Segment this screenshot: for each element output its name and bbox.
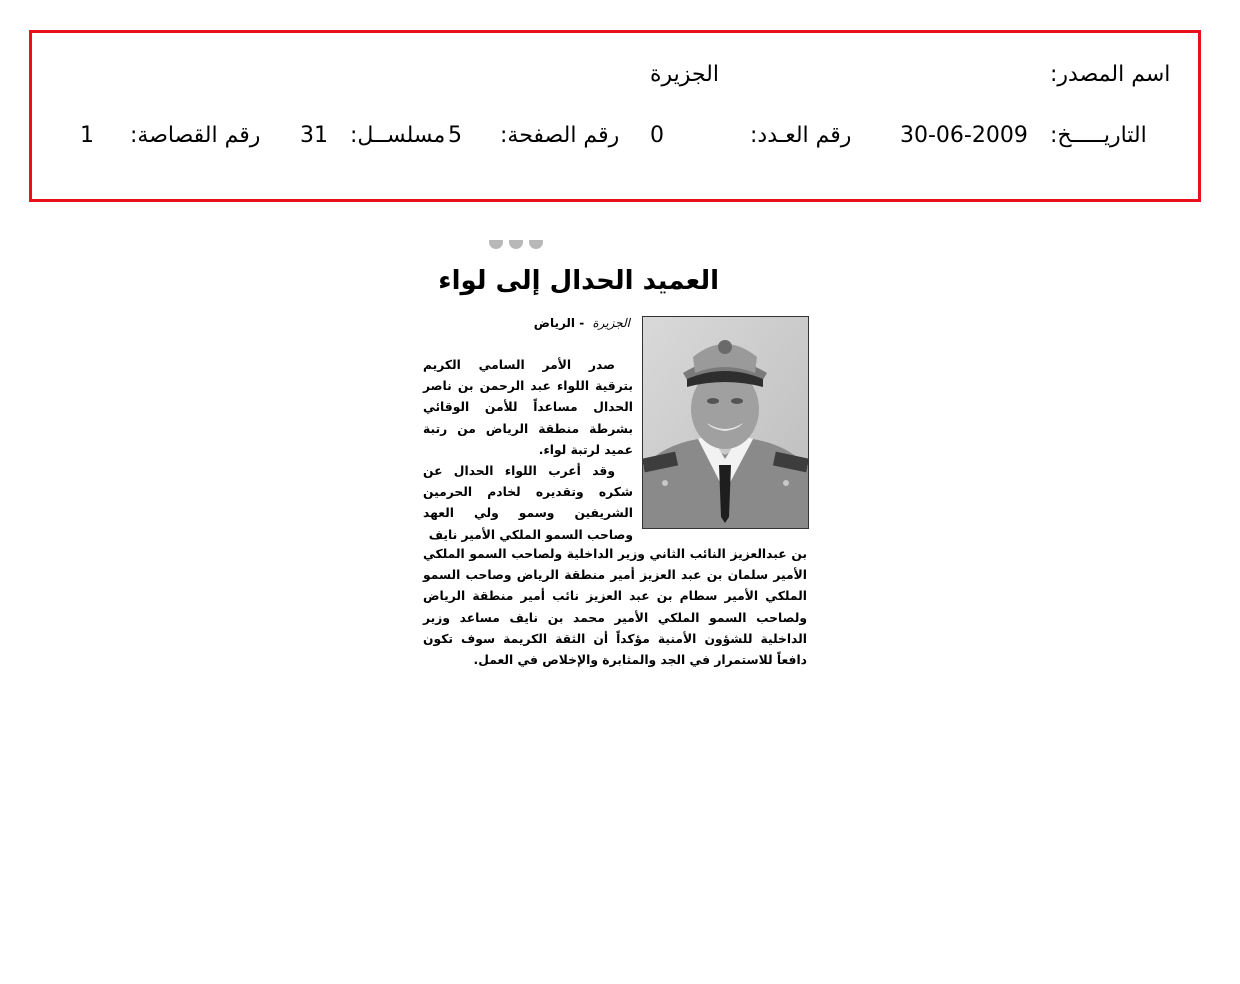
clipping-metadata-box	[29, 30, 1201, 202]
article-byline	[534, 316, 630, 330]
article-paragraph-2-part-1: وقد أعرب اللواء الحدال عن شكره وتقديره لخادم الحرمين الشريفين وسمو ولي العهد وصاحب السمو الملكي الأمير نايف	[423, 464, 633, 542]
issue-label: رقم العـدد:	[750, 123, 852, 148]
page-value: 5	[448, 123, 462, 148]
clip-value: 1	[80, 123, 94, 148]
byline-paper: الجزيرة	[592, 316, 630, 330]
page-label: رقم الصفحة:	[500, 123, 620, 148]
officer-portrait-photo	[642, 316, 809, 529]
source-value: الجزيرة	[650, 62, 719, 87]
byline-place: - الرياض	[533, 316, 585, 330]
source-label: اسم المصدر:	[1050, 62, 1171, 87]
newspaper-clipping	[423, 240, 813, 680]
article-paragraph-1: صدر الأمر السامي الكريم بترقية اللواء عبد الرحمن بن ناصر الحدال مساعداً للأمن الوقائي بشرطة منطقة الرياض من رتبة عميد لرتبة لواء.	[423, 358, 633, 457]
serial-label: مسلســل:	[350, 123, 446, 148]
date-label: التاريـــــخ:	[1050, 123, 1147, 148]
article-paragraph-2-part-2: بن عبدالعزيز النائب الثاني وزير الداخلية ولصاحب السمو الملكي الأمير سلمان بن عبد العزيز أمير منطقة الرياض وصاحب السمو الملكي الأمير سطام بن عبد العزيز نائب أمير منطقة الرياض ولصاحب السمو الملكي الأمير محمد بن نايف مساعد وزير الداخلية للشؤون الأمنية مؤكداً أن الثقة الكريمة سوف تكون دافعاً للاستمرار في الجد والمثابرة والإخلاص في العمل.	[423, 547, 807, 668]
article-body-wide-column	[423, 544, 807, 671]
date-value: 30-06-2009	[900, 123, 1028, 148]
ornament-dots-icon	[489, 240, 543, 249]
article-headline: العميد الحدال إلى لواء	[438, 266, 719, 296]
clip-label: رقم القصاصة:	[130, 123, 261, 148]
serial-value: 31	[300, 123, 328, 148]
issue-value: 0	[650, 123, 664, 148]
article-body-narrow-column	[423, 355, 633, 546]
officer-portrait-icon	[643, 317, 808, 528]
